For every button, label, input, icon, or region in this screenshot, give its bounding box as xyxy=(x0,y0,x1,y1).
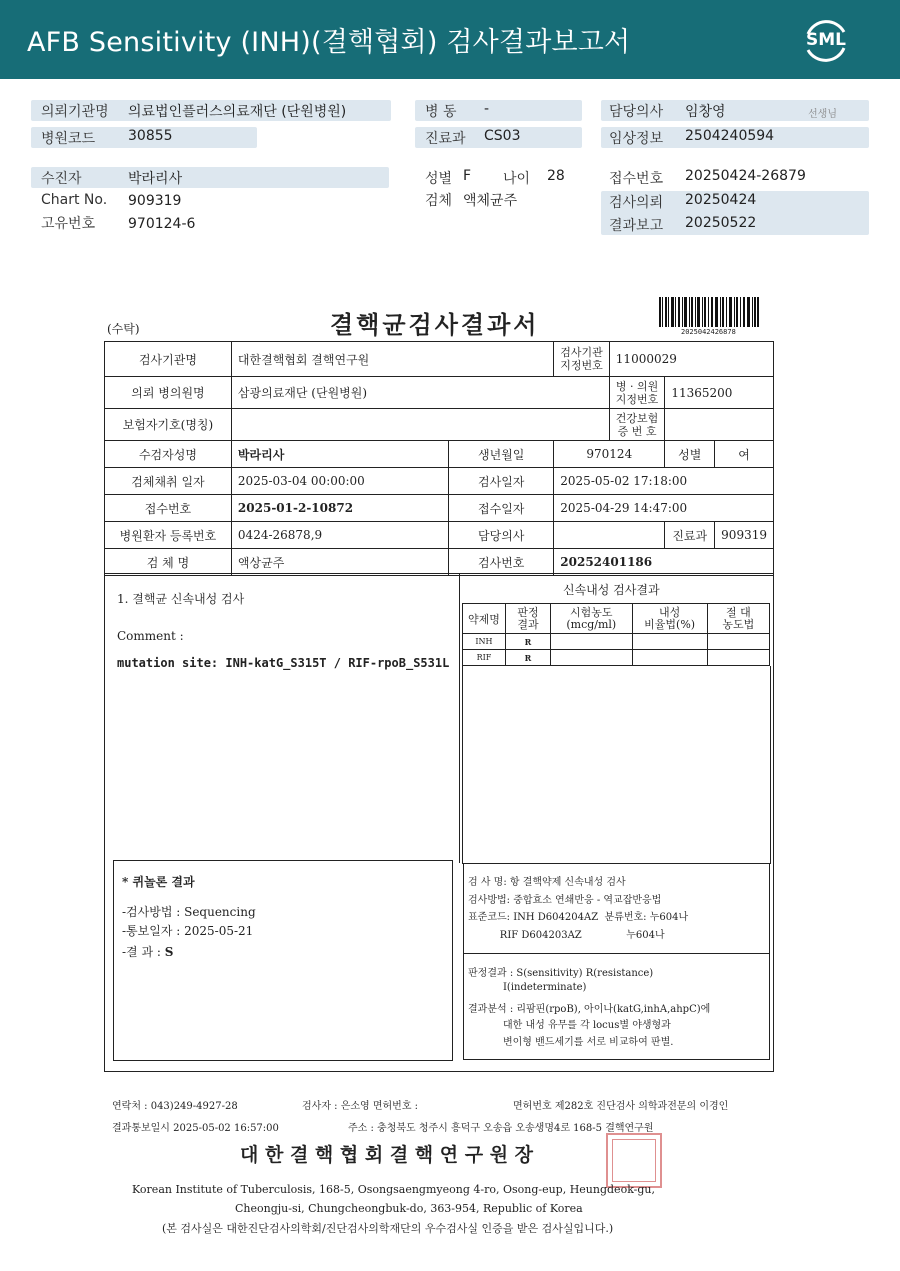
quinolone-result-label: -결 과 : xyxy=(122,945,165,959)
hosp-code-value: 11365200 xyxy=(665,377,774,409)
sens-header-absolute-1: 절 대 xyxy=(725,605,751,619)
uid-value: 970124-6 xyxy=(128,216,196,232)
sens-row-drug: RIF xyxy=(463,650,506,666)
clinical-value: 2504240594 xyxy=(685,128,775,144)
quinolone-title: * 퀴놀론 결과 xyxy=(122,875,195,889)
sens-right-line xyxy=(770,666,771,864)
sens-header-ratio-2: 비율법(%) xyxy=(644,617,696,631)
lab-code-label xyxy=(554,342,610,377)
lab-code-label-2: 지정번호 xyxy=(560,359,603,372)
interp-line-1: 판정결과 : S(sensitivity) R(resistance) xyxy=(468,968,654,979)
sens-header-result-2: 결과 xyxy=(517,617,539,631)
footer-contact: 연락처 : 043)249-4927-28 xyxy=(112,1101,238,1112)
form-dept-value: 909319 xyxy=(715,522,774,549)
patient-label: 수진자 xyxy=(41,171,82,187)
ward-value: - xyxy=(484,101,490,117)
hosp-value: 삼광의료재단 (단원병원) xyxy=(231,377,609,409)
method-divider xyxy=(463,953,770,954)
report-header xyxy=(0,0,900,79)
lab-code-label-1: 검사기관 xyxy=(560,346,603,359)
age-label: 나이 xyxy=(503,171,531,187)
sex-value: F xyxy=(463,168,472,184)
receipt-label: 접수번호 xyxy=(609,171,664,187)
footer-license: 면허번호 제282호 진단검사 의학과전문의 이경인 xyxy=(513,1101,729,1112)
quinolone-result-value: S xyxy=(164,945,174,959)
quinolone-box xyxy=(113,860,453,1061)
health-label-1: 건강보험 xyxy=(615,411,659,425)
report-value: 20250522 xyxy=(685,215,757,231)
quinolone-date: -통보일자 : 2025-05-21 xyxy=(122,924,254,938)
hosp-code-label xyxy=(609,377,665,409)
form-receipt-value: 2025-01-2-10872 xyxy=(231,495,448,522)
form-specimen-value: 액상균주 xyxy=(231,549,448,576)
form-doctor-value xyxy=(554,522,665,549)
receipt-value: 20250424-26879 xyxy=(685,168,806,184)
code-value: 30855 xyxy=(128,128,173,144)
sens-header-absolute-2: 농도법 xyxy=(722,617,755,631)
ins-value xyxy=(231,409,609,441)
sens-header-drug: 약제명 xyxy=(463,604,506,634)
barcode-icon xyxy=(659,297,759,327)
sens-row-ratio xyxy=(632,650,707,666)
inst-value: 의료법인플러스의료재단 (단원병원) xyxy=(128,104,347,120)
interp-line-4: 대한 내성 유무를 각 locus별 야생형과 xyxy=(468,1020,671,1031)
logo-text: SML xyxy=(806,30,846,50)
sens-row-drug: INH xyxy=(463,634,506,650)
footer-director: 대 한 결 핵 협 회 결 핵 연 구 원 장 xyxy=(240,1144,534,1166)
chart-value: 909319 xyxy=(128,193,182,209)
sens-row-result: R xyxy=(505,634,550,650)
test-date-label: 검사일자 xyxy=(449,468,554,495)
method-line-1: 검 사 명: 항 결핵약제 신속내성 검사 xyxy=(468,877,626,888)
specimen-label: 검체 xyxy=(425,193,453,209)
collect-value: 2025-03-04 00:00:00 xyxy=(231,468,448,495)
method-line-3: 표준코드: INH D604204AZ 분류번호: 누604나 xyxy=(468,912,689,923)
form-doctor-label: 담당의사 xyxy=(449,522,554,549)
sens-row-conc xyxy=(551,634,633,650)
ins-label: 보험자기호(명칭) xyxy=(105,409,232,441)
sens-row-absolute xyxy=(707,634,769,650)
code-label: 병원코드 xyxy=(41,131,96,147)
sens-row-absolute xyxy=(707,650,769,666)
patient-value: 박라리사 xyxy=(128,171,183,187)
sex-table-value: 여 xyxy=(715,441,774,468)
specimen-value: 액체균주 xyxy=(463,193,518,209)
doctor-suffix: 선생님 xyxy=(808,109,837,120)
lab-value: 대한결핵협회 결핵연구원 xyxy=(231,342,553,377)
hosp-code-label-1: 병 · 의원 xyxy=(615,379,659,393)
health-label-2: 증 번 호 xyxy=(617,424,657,438)
doctor-value: 임창영 xyxy=(685,104,726,120)
method-line-2: 검사방법: 중합효소 연쇄반응 - 역교잡반응법 xyxy=(468,895,662,906)
info-table xyxy=(104,341,774,576)
interp-line-2: I(indeterminate) xyxy=(468,982,587,993)
footer-english-1: Korean Institute of Tuberculosis, 168-5, Osongsaengmyeong 4-ro, Osong-eup, Heungdeok-gu, xyxy=(132,1183,656,1196)
sens-header-result xyxy=(505,604,550,634)
clinical-label: 임상정보 xyxy=(609,131,664,147)
interp-line-3: 결과분석 : 리팜핀(rpoB), 아이나(katG,inhA,ahpC)에 xyxy=(468,1004,711,1015)
sens-header-conc-1: 시험농도 xyxy=(570,605,613,619)
sens-header-result-1: 판정 xyxy=(517,605,539,619)
health-label xyxy=(609,409,665,441)
inst-label: 의뢰기관명 xyxy=(41,104,109,120)
form-dept-label: 진료과 xyxy=(665,522,715,549)
name-value: 박라리사 xyxy=(231,441,448,468)
form-receipt-label: 접수번호 xyxy=(105,495,232,522)
hosp-label: 의뢰 병의원명 xyxy=(105,377,232,409)
health-value xyxy=(665,409,774,441)
sens-header-conc xyxy=(551,604,633,634)
test-date-value: 2025-05-02 17:18:00 xyxy=(554,468,774,495)
dept-label: 진료과 xyxy=(425,131,466,147)
test-no-value: 20252401186 xyxy=(554,549,774,576)
sex-label: 성별 xyxy=(425,171,453,187)
report-label: 결과보고 xyxy=(609,218,664,234)
sex-table-label: 성별 xyxy=(665,441,715,468)
interp-line-5: 변이형 밴드세기를 서로 비교하여 판별. xyxy=(468,1037,674,1048)
collect-label: 검체채취 일자 xyxy=(105,468,232,495)
sens-row-conc xyxy=(551,650,633,666)
sens-title: 신속내성 검사결과 xyxy=(563,583,660,597)
lab-code-value: 11000029 xyxy=(609,342,773,377)
ward-label: 병 동 xyxy=(425,104,457,120)
barcode-number: 2025042426878 xyxy=(681,328,736,336)
sens-header-ratio-1: 내성 xyxy=(659,605,681,619)
comment-label: Comment : xyxy=(117,629,184,643)
reg-label: 병원환자 등록번호 xyxy=(105,522,232,549)
sensitivity-table xyxy=(462,603,770,666)
test-no-label: 검사번호 xyxy=(449,549,554,576)
footer-tester: 검사자 : 은소영 면허번호 : xyxy=(302,1101,419,1112)
sens-left-line xyxy=(462,666,463,864)
test-heading: 1. 결핵균 신속내성 검사 xyxy=(117,592,245,606)
form-sub-label: (수탁) xyxy=(107,322,140,336)
hosp-code-label-2: 지정번호 xyxy=(615,392,659,406)
footer-english-2: Cheongju-si, Chungcheongbuk-do, 363-954, Republic of Korea xyxy=(235,1202,583,1215)
sens-header-conc-2: (mcg/ml) xyxy=(566,617,617,631)
report-title: AFB Sensitivity (INH)(결핵협회) 검사결과보고서 xyxy=(27,27,631,58)
results-divider xyxy=(459,573,460,863)
footer-notify: 결과통보일시 2025-05-02 16:57:00 xyxy=(112,1123,279,1134)
sens-header-ratio xyxy=(632,604,707,634)
form-specimen-label: 검 체 명 xyxy=(105,549,232,576)
info-bar-patient xyxy=(31,167,389,188)
request-label: 검사의뢰 xyxy=(609,195,664,211)
method-line-4: RIF D604203AZ 누604나 xyxy=(468,930,665,941)
footer-certification: (본 검사실은 대한진단검사의학회/진단검사의학재단의 우수검사실 인증을 받은 검사실입니다.) xyxy=(162,1222,614,1235)
birth-value: 970124 xyxy=(554,441,665,468)
dept-value: CS03 xyxy=(484,128,521,144)
request-value: 20250424 xyxy=(685,192,757,208)
mutation-site: mutation site: INH-katG_S315T / RIF-rpoB_S531L xyxy=(117,656,450,670)
receipt-date-label: 접수일자 xyxy=(449,495,554,522)
sens-row-ratio xyxy=(632,634,707,650)
footer-address: 주소 : 충청북도 청주시 흥덕구 오송읍 오송생명4로 168-5 결핵연구원 xyxy=(348,1123,654,1134)
chart-label: Chart No. xyxy=(41,192,108,208)
age-value: 28 xyxy=(547,168,565,184)
quinolone-result xyxy=(122,943,173,960)
name-label: 수검자성명 xyxy=(105,441,232,468)
reg-value: 0424-26878,9 xyxy=(231,522,448,549)
birth-label: 생년월일 xyxy=(449,441,554,468)
uid-label: 고유번호 xyxy=(41,216,96,232)
quinolone-method: -검사방법 : Sequencing xyxy=(122,905,256,919)
doctor-label: 담당의사 xyxy=(609,104,664,120)
form-title: 결핵균검사결과서 xyxy=(330,310,540,339)
sens-header-absolute xyxy=(707,604,769,634)
official-seal-stamp xyxy=(606,1133,662,1188)
receipt-date-value: 2025-04-29 14:47:00 xyxy=(554,495,774,522)
sml-logo xyxy=(800,14,852,66)
sens-row-result: R xyxy=(505,650,550,666)
lab-label: 검사기관명 xyxy=(105,342,232,377)
